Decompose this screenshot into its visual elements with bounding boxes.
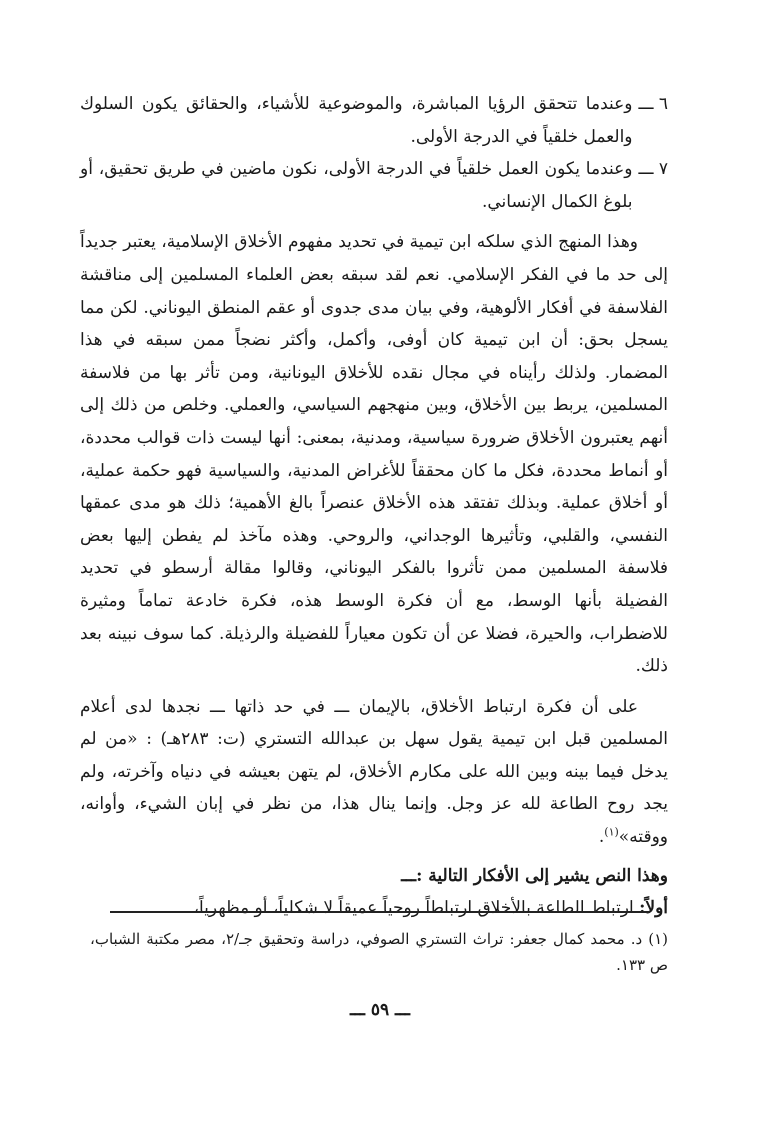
- footnote-reference[interactable]: (١): [604, 825, 619, 839]
- list-item-text: وعندما يكون العمل خلقياً في الدرجة الأولى، نكون ماضين في طريق تحقيق، أو بلوغ الكمال الإنساني.: [80, 159, 633, 212]
- section-heading: وهذا النص يشير إلى الأفكار التالية :ـــ: [401, 865, 668, 886]
- footnote: (١) د. محمد كمال جعفر: تراث التستري الصوفي، دراسة وتحقيق جـ/٢، مصر مكتبة الشباب، ص ١٣٣.: [90, 930, 668, 974]
- page-number: ـــ ٥٩ ـــ: [349, 1000, 410, 1020]
- point-text: ارتباط الطاعة بالأخلاق ارتباطاً روحياً عميقاً لا شكلياً، أو مظهرياً،: [193, 898, 634, 919]
- list-item-7: [80, 153, 668, 218]
- point-first: [80, 892, 668, 925]
- main-text: [80, 88, 668, 925]
- paragraph-tustari-quote: [80, 691, 668, 854]
- list-item-6: [80, 88, 668, 153]
- paragraph-ibn-taymiyya-method: وهذا المنهج الذي سلكه ابن تيمية في تحديد مفهوم الأخلاق الإسلامية، يعتبر جديداً إلى حد ما في الفكر الإسلامي. نعم لقد سبقه بعض العلماء المسلمين إلى مناقشة الفلاسفة في أفكار الألوهية، وفي بيان مدى جدوى أو عقم المنطق اليوناني. لكن مما يسجل بحق: أن ابن تيمية كان أوفى، وأكمل، وأكثر نضجاً ممن سبقه في هذا المضمار. ولذلك رأيناه في مجال نقده للأخلاق اليونانية، ومن تأثر بها من فلاسفة المسلمين، يربط بين الأخلاق، وبين منهجهم السياسي، والعملي. وخلص من ذلك إلى أنهم يعتبرون الأخلاق ضرورة سياسية، ومدنية، بمعنى: أنها ليست ذات قوالب محددة، أو أنماط محددة، فكل ما كان محققاً للأغراض المدنية، والسياسية فهو حكمة عملية، أو أخلاق عملية. وبذلك تفتقد هذه الأخلاق عنصراً بالغ الأهمية؛ ذلك هو مدى عمقها النفسي، والقلبي، وتأثيرها الوجداني، والروحي. وهذه مآخذ لم يفطن إليها بعض فلاسفة المسلمين ممن تأثروا بالفكر اليوناني، وقالوا مقالة أرسطو في تحديد الفضيلة بأنها الوسط، مع أن فكرة الوسط هذه، فكرة خادعة تماماً ومثيرة للاضطراب، والحيرة، فضلا عن أن تكون معياراً للفضيلة والرذيلة. كما سوف نبينه بعد ذلك.: [80, 232, 668, 677]
- paragraph-tustari-text: على أن فكرة ارتباط الأخلاق، بالإيمان ـــ في حد ذاتها ـــ نجدها لدى أعلام المسلمين قبل ابن تيمية يقول سهل بن عبدالله التستري (ت: ٢٨٣هـ) : «من لم يدخل فيما بينه وبين الله على مكارم الأخلاق، لم يتهن بعيشه في دنياه وآخرته، ولم يجد روح الطاعة لله عز وجل. وإنما ينال هذا، من نظر في إبان الشيء، وأوانه، ووقته»: [80, 696, 669, 848]
- point-label: أولاً:: [639, 898, 668, 919]
- list-marker: ٧ ـــ: [638, 159, 668, 180]
- list-item-text: وعندما تتحقق الرؤيا المباشرة، والموضوعية للأشياء، والحقائق يكون السلوك والعمل خلقياً في الدرجة الأولى.: [80, 94, 633, 147]
- list-marker: ٦ ـــ: [638, 94, 668, 114]
- footnote-divider: [110, 911, 650, 913]
- paragraph-end-punctuation: .: [598, 827, 605, 848]
